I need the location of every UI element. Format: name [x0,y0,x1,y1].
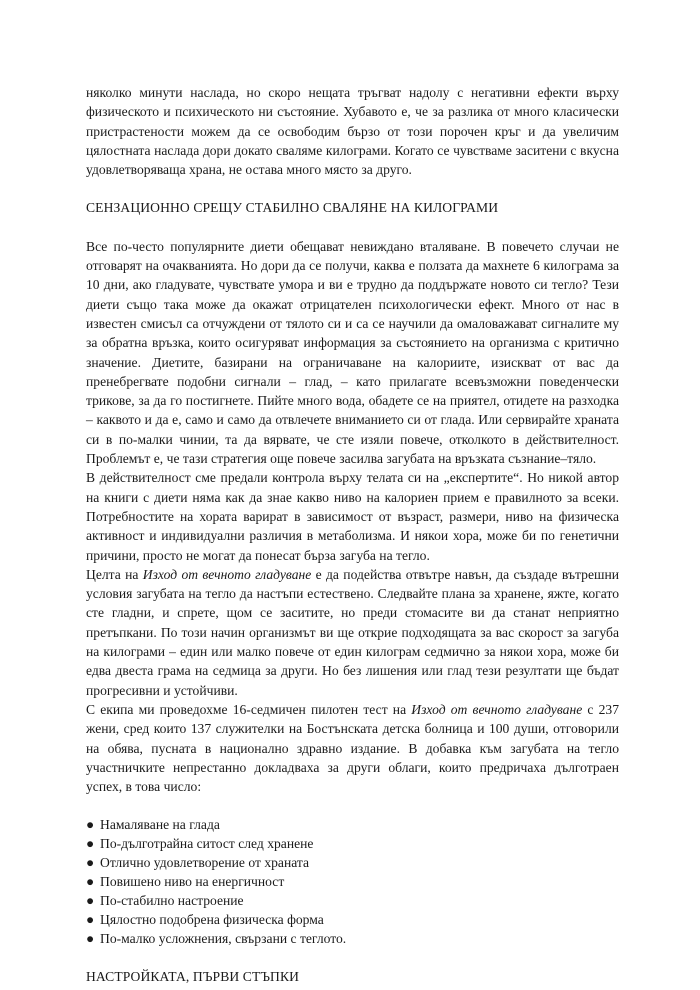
benefits-list [86,815,619,948]
bullet-icon: ● [86,893,95,909]
bullet-icon: ● [86,836,95,852]
paragraph-goal: Целта на Изход от вечното гладуване е да подейства отвътре навън, да създаде вътрешни условия загубата на тегло да настъпи естествено. Следвайте плана за хранене, яжте, когато сте гладни, и спрете, щом се заситите, но преди стомасите ви да станат неприятно претъпкани. По този начин организмът ви ще открие подходящата за вас скорост за загуба на килограми – един или малко повече от един килограм седмично за някои хора, може би едва двеста грама на седмица за други. Но без лишения или глад тези резултати ще бъдат прогресивни и устойчиви. [86,566,619,698]
paragraph-pilot-test: С екипа ми проведохме 16-седмичен пилотен тест на Изход от вечното гладуване с 237 жени, сред които 137 служителки на Бостънската детска болница и 100 души, отговорили на обява, пусната в национално здравно издание. В добавка към загубата на тегло участничките непрестанно докладваха за други облаги, които предричаха дълготраен успех, в това число: [86,701,619,795]
spacer [86,796,619,815]
paragraph-experts: В действителност сме предали контрола върху телата си на „експертите“. Но никой автор на книги с диети няма как да знае какво ниво на калориен прием е правилното за всеки. Потребностите на хората варират в зависимост от възраст, размери, ниво на физическа активност и индивидуални различия в метаболизма. И някои хора, може би по генетични причини, просто не могат да понесат бърза загуба на тегло. [86,470,619,563]
list-item: ● По-стабилно настроение [86,893,244,909]
section-heading: НАСТРОЙКАТА, ПЪРВИ СТЪПКИ [86,969,300,985]
list-item: ● Повишено ниво на енергичност [86,874,285,890]
spacer [86,948,619,967]
spacer [86,179,619,198]
list-item: ● По-малко усложнения, свързани с теглото. [86,931,347,947]
book-title: Изход от вечното гладуване [411,701,583,717]
bullet-icon: ● [86,817,95,833]
list-item: ● Намаляване на глада [86,817,220,833]
section-heading: СЕНЗАЦИОННО СРЕЩУ СТАБИЛНО СВАЛЯНЕ НА КИЛОГРАМИ [86,200,499,216]
bullet-icon: ● [86,912,95,928]
list-item: ● Цялостно подобрена физическа форма [86,912,324,928]
list-item: ● По-дълготрайна ситост след хранене [86,836,314,852]
bullet-icon: ● [86,931,95,947]
paragraph-intro: няколко минути наслада, но скоро нещата тръгват надолу с негативни ефекти върху физическото и психическото ни състояние. Хубавото е, че за разлика от много класически пристрастености можем да се освободим бързо от този порочен кръг и да увеличим цялостната наслада дори докато сваляме килограми. Когато се чувстваме заситени с вкусна удовлетворяваща храна, не остава много място за друго. [86,85,619,178]
book-title: Изход от вечното гладуване [142,566,312,582]
paragraph-diets: Все по-често популярните диети обещават невиждано вталяване. В повечето случаи не отговарят на очакванията. Но дори да се получи, каква е ползата да махнете 6 килограма за 10 дни, ако гладувате, чувствате умора и ви е трудно да поддържате новото си тегло? Тези диети също така може да окажат отрицателен психологически ефект. Много от нас в известен смисъл са отчуждени от тялото си и са се научили да омаловажават сигналите му за обратна връзка, които осигуряват информация за състоянието на организма с критично значение. Диетите, базирани на ограничаване на калориите, изискват от вас да пренебрегвате подобни сигнали – глад, – като прилагате всевъзможни поведенчески трикове, за да го постигнете. Пийте много вода, обадете се на приятел, отидете на разходка – каквото и да е, само и само да отвлечете вниманието си от глада. Или сервирайте храната си в по-малки чинии, та да вярвате, че сте изяли повече, отколкото в действителност. Проблемът е, че тази стратегия още повече засилва загубата на връзката съзнание–тяло. [86,238,619,467]
bullet-icon: ● [86,874,95,890]
list-item: ● Отлично удовлетворение от храната [86,855,310,871]
spacer [86,218,619,237]
document-page [86,83,619,987]
bullet-icon: ● [86,855,95,871]
